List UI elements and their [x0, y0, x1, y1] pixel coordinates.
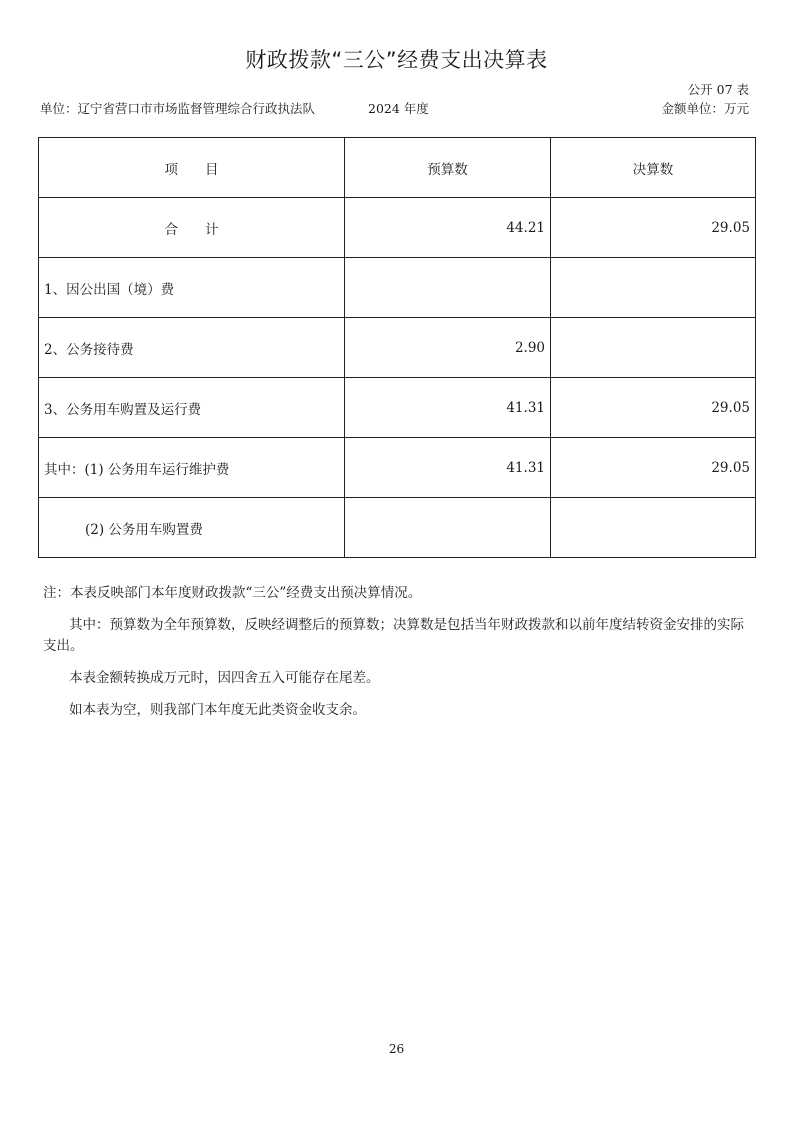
header-budget: 预算数 [345, 138, 551, 198]
note-text: 如本表为空，则我部门本年度无此类资金收支余。 [69, 702, 366, 718]
row-final: 29.05 [551, 438, 756, 498]
header-final: 决算数 [551, 138, 756, 198]
row-final: 29.05 [551, 198, 756, 258]
table-header-row [39, 138, 756, 198]
table-row [39, 438, 756, 498]
page-title: 财政拨款“三公”经费支出决算表 [245, 48, 548, 72]
header-item: 项 目 [39, 138, 345, 198]
row-final [551, 498, 756, 558]
row-final [551, 318, 756, 378]
table-row [39, 498, 756, 558]
notes [43, 583, 755, 732]
row-final [551, 258, 756, 318]
reporting-unit: 单位：辽宁省营口市市场监督管理综合行政执法队 [40, 101, 316, 116]
page-number: 26 [388, 1042, 405, 1056]
row-budget: 44.21 [345, 198, 551, 258]
row-budget [345, 498, 551, 558]
row-budget: 41.31 [345, 378, 551, 438]
row-label: 2、公务接待费 [39, 318, 345, 378]
row-label: 3、公务用车购置及运行费 [39, 378, 345, 438]
row-label: 1、因公出国（境）费 [39, 258, 345, 318]
row-label: (2) 公务用车购置费 [39, 498, 345, 558]
row-budget: 2.90 [345, 318, 551, 378]
table-row [39, 258, 756, 318]
row-label: 其中：(1) 公务用车运行维护费 [39, 438, 345, 498]
note-text: 其中：预算数为全年预算数，反映经调整后的预算数；决算数是包括当年财政拨款和以前年度结转资金安排的实际支出。 [43, 617, 744, 654]
table-row [39, 198, 756, 258]
note-text: 注：本表反映部门本年度财政拨款“三公”经费支出预决算情况。 [43, 585, 422, 601]
row-budget: 41.31 [345, 438, 551, 498]
note-text: 本表金额转换成万元时，因四舍五入可能存在尾差。 [69, 670, 380, 686]
row-label: 合 计 [39, 198, 345, 258]
row-final: 29.05 [551, 378, 756, 438]
fiscal-year: 2024 年度 [368, 101, 429, 116]
table-row [39, 318, 756, 378]
expenditure-table [38, 137, 756, 558]
table-row [39, 378, 756, 438]
amount-unit: 金额单位：万元 [661, 101, 749, 116]
form-number: 公开 07 表 [687, 82, 749, 97]
row-budget [345, 258, 551, 318]
